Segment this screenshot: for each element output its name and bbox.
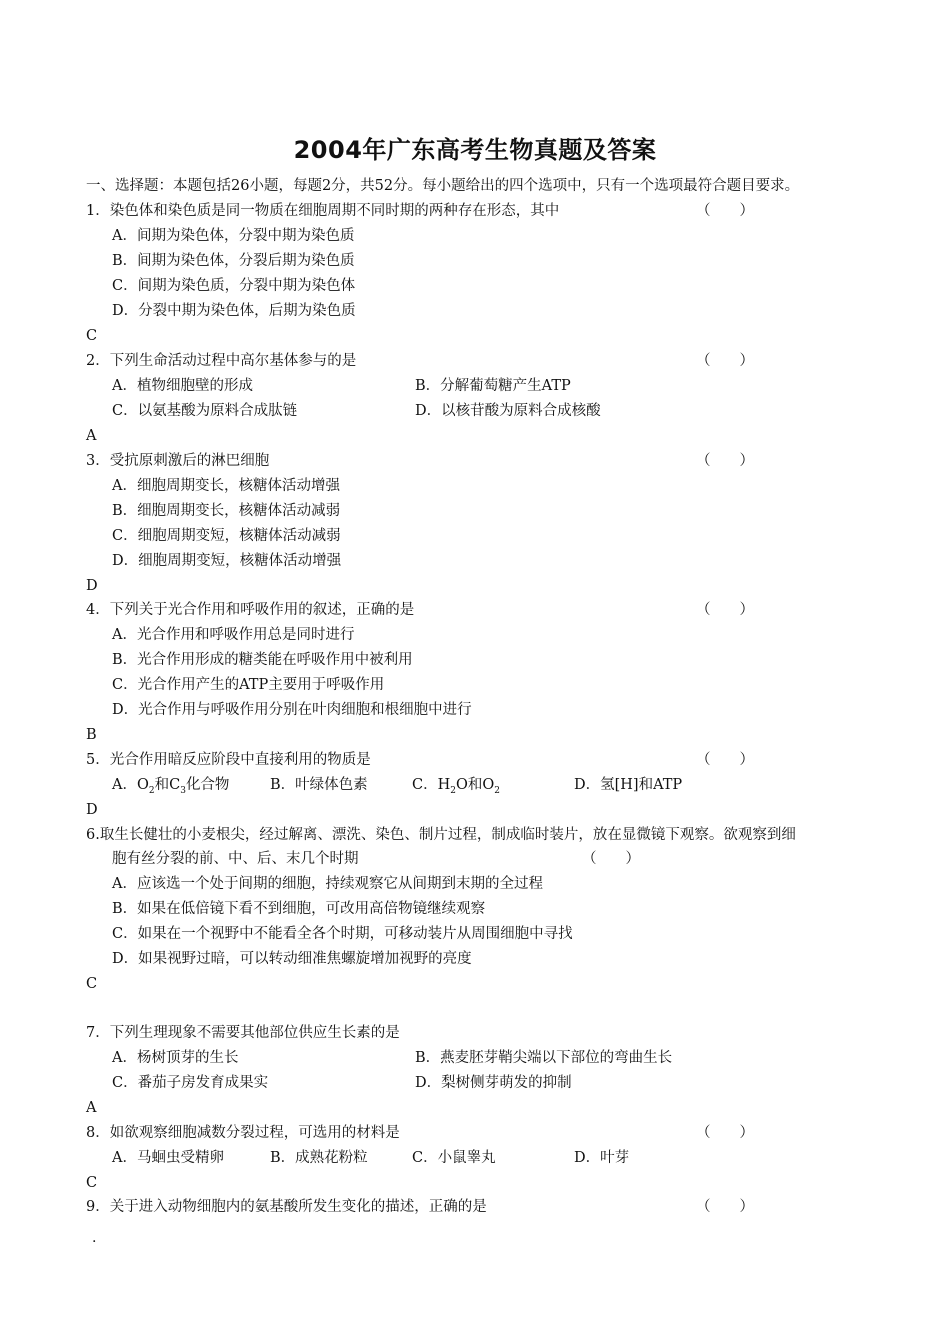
- question-3-answer: D: [86, 578, 98, 594]
- question-4-stem: 4．下列关于光合作用和呼吸作用的叙述，正确的是: [86, 602, 415, 618]
- question-6-answer: C: [86, 976, 98, 992]
- question-9-answer-blank: （ ）: [696, 1199, 754, 1215]
- question-5-option-b: B．叶绿体色素: [270, 777, 368, 793]
- question-4-option-a: A．光合作用和呼吸作用总是同时进行: [112, 627, 355, 643]
- question-8-stem: 8．如欲观察细胞减数分裂过程，可选用的材料是: [86, 1125, 400, 1141]
- question-8-answer: C: [86, 1175, 98, 1191]
- q5c-sub1: 2: [450, 785, 456, 796]
- question-4-answer: B: [86, 727, 97, 743]
- question-5-answer-blank: （ ）: [696, 752, 754, 768]
- question-7-option-a: A．杨树顶芽的生长: [112, 1050, 239, 1066]
- question-6-stem-line2: 胞有丝分裂的前、中、后、末几个时期: [112, 851, 359, 867]
- question-6-option-d: D．如果视野过暗，可以转动细准焦螺旋增加视野的亮度: [112, 951, 472, 967]
- question-4-option-d: D．光合作用与呼吸作用分别在叶肉细胞和根细胞中进行: [112, 702, 472, 718]
- question-2-option-c: C．以氨基酸为原料合成肽链: [112, 403, 298, 419]
- question-6-stem-line1: 6.取生长健壮的小麦根尖，经过解离、漂洗、染色、制片过程，制成临时装片，放在显微镜下观察。欲观察到细: [86, 827, 796, 843]
- question-2-option-a: A．植物细胞壁的形成: [112, 378, 253, 394]
- footer-mark: .: [92, 1230, 97, 1246]
- question-6-option-c: C．如果在一个视野中不能看全各个时期，可移动装片从周围细胞中寻找: [112, 926, 573, 942]
- question-2-option-b: B．分解葡萄糖产生ATP: [415, 378, 571, 394]
- q5c-sub2: 2: [494, 785, 500, 796]
- question-3-stem: 3．受抗原刺激后的淋巴细胞: [86, 453, 270, 469]
- question-1-option-d: D．分裂中期为染色体，后期为染色质: [112, 303, 356, 319]
- question-8-answer-blank: （ ）: [696, 1125, 754, 1141]
- question-7-answer: A: [86, 1100, 97, 1116]
- question-9-stem: 9．关于进入动物细胞内的氨基酸所发生变化的描述，正确的是: [86, 1199, 487, 1215]
- question-2-stem: 2．下列生命活动过程中高尔基体参与的是: [86, 353, 357, 369]
- question-6-answer-blank: （ ）: [582, 851, 640, 867]
- question-4-option-b: B．光合作用形成的糖类能在呼吸作用中被利用: [112, 652, 413, 668]
- question-2-answer-blank: （ ）: [696, 353, 754, 369]
- question-6-option-b: B．如果在低倍镜下看不到细胞，可改用高倍物镜继续观察: [112, 901, 486, 917]
- question-2-option-d: D．以核苷酸为原料合成核酸: [415, 403, 601, 419]
- question-1-answer: C: [86, 328, 98, 344]
- question-8-option-a: A．马蛔虫受精卵: [112, 1150, 224, 1166]
- question-7-stem: 7．下列生理现象不需要其他部位供应生长素的是: [86, 1025, 400, 1041]
- question-1-option-a: A．间期为染色体，分裂中期为染色质: [112, 228, 355, 244]
- question-1-option-c: C．间期为染色质，分裂中期为染色体: [112, 278, 356, 294]
- q5a-mid: 和C: [154, 777, 181, 793]
- question-1-answer-blank: （ ）: [696, 203, 754, 219]
- question-5-option-c: [412, 775, 500, 801]
- question-8-option-d: D．叶芽: [574, 1150, 630, 1166]
- q5a-sub2: 3: [180, 785, 186, 796]
- question-8-option-c: C．小鼠睾丸: [412, 1150, 496, 1166]
- section-header: 一、选择题：本题包括26小题，每题2分，共52分。每小题给出的四个选项中，只有一个选项最符合题目要求。: [86, 178, 800, 194]
- question-5-option-d: D．氢[H]和ATP: [574, 777, 683, 793]
- question-7-option-b: B．燕麦胚芽鞘尖端以下部位的弯曲生长: [415, 1050, 673, 1066]
- question-3-answer-blank: （ ）: [696, 453, 754, 469]
- question-5-option-a: [112, 775, 229, 801]
- question-3-option-a: A．细胞周期变长，核糖体活动增强: [112, 478, 340, 494]
- question-7-option-d: D．梨树侧芽萌发的抑制: [415, 1075, 572, 1091]
- question-1-option-b: B．间期为染色体，分裂后期为染色质: [112, 253, 355, 269]
- q5c-mid: O和O: [455, 777, 495, 793]
- question-3-option-c: C．细胞周期变短，核糖体活动减弱: [112, 528, 341, 544]
- question-7-option-c: C．番茄子房发育成果实: [112, 1075, 269, 1091]
- question-1-stem: 1．染色体和染色质是同一物质在细胞周期不同时期的两种存在形态，其中: [86, 203, 560, 219]
- question-8-option-b: B．成熟花粉粒: [270, 1150, 368, 1166]
- q5a-post: 化合物: [185, 777, 230, 793]
- question-3-option-d: D．细胞周期变短，核糖体活动增强: [112, 553, 342, 569]
- question-4-option-c: C．光合作用产生的ATP主要用于呼吸作用: [112, 677, 385, 693]
- question-2-answer: A: [86, 428, 97, 444]
- question-5-stem: 5．光合作用暗反应阶段中直接利用的物质是: [86, 752, 371, 768]
- q5a-sub1: 2: [148, 785, 155, 796]
- question-3-option-b: B．细胞周期变长，核糖体活动减弱: [112, 503, 341, 519]
- question-6-option-a: A．应该选一个处于间期的细胞，持续观察它从间期到末期的全过程: [112, 876, 543, 892]
- question-5-answer: D: [86, 802, 98, 818]
- q5a-pre: A．O: [112, 777, 149, 793]
- question-4-answer-blank: （ ）: [696, 602, 754, 618]
- page-title: 2004年广东高考生物真题及答案: [293, 136, 657, 164]
- q5c-pre: C．H: [412, 777, 451, 793]
